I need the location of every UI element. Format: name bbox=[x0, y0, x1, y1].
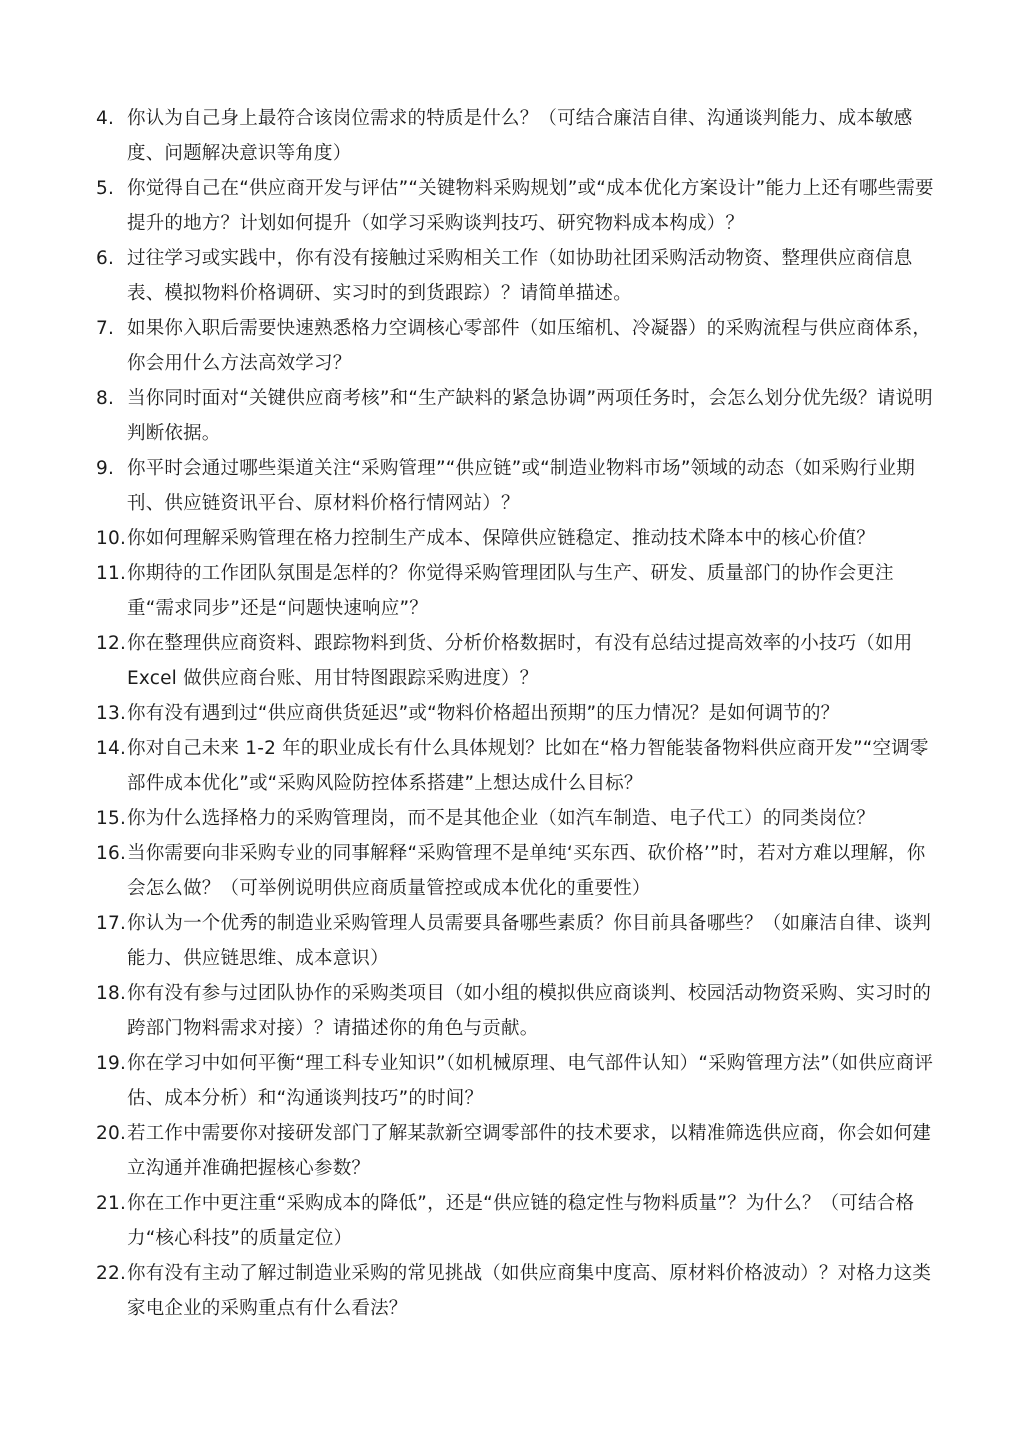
question-text: 你认为一个优秀的制造业采购管理人员需要具备哪些素质？你目前具备哪些？（如廉洁自律、谈判能力、供应链思维、成本意识） bbox=[127, 913, 932, 969]
question-item bbox=[96, 1186, 936, 1256]
question-item bbox=[96, 1046, 936, 1116]
question-number: 21. bbox=[96, 1193, 127, 1214]
question-item bbox=[96, 731, 936, 801]
question-number: 10. bbox=[96, 528, 127, 549]
question-list bbox=[96, 101, 936, 1326]
question-text: 你平时会通过哪些渠道关注“采购管理”“供应链”或“制造业物料市场”领域的动态（如采购行业期刊、供应链资讯平台、原材料价格行情网站）？ bbox=[127, 458, 916, 514]
question-number: 15. bbox=[96, 808, 127, 829]
question-item bbox=[96, 836, 936, 906]
question-item bbox=[96, 451, 936, 521]
question-item bbox=[96, 801, 936, 836]
question-number: 17. bbox=[96, 913, 127, 934]
question-number: 4. bbox=[96, 108, 115, 129]
question-item bbox=[96, 101, 936, 171]
question-item bbox=[96, 906, 936, 976]
question-item bbox=[96, 626, 936, 696]
question-number: 11. bbox=[96, 563, 127, 584]
question-item bbox=[96, 171, 936, 241]
question-text: 你在工作中更注重“采购成本的降低”，还是“供应链的稳定性与物料质量”？为什么？（可结合格力“核心科技”的质量定位） bbox=[127, 1193, 915, 1249]
question-item bbox=[96, 696, 936, 731]
question-text: 你为什么选择格力的采购管理岗，而不是其他企业（如汽车制造、电子代工）的同类岗位？ bbox=[127, 808, 876, 829]
question-item bbox=[96, 556, 936, 626]
question-number: 6. bbox=[96, 248, 115, 269]
question-text: 当你需要向非采购专业的同事解释“采购管理不是单纯‘买东西、砍价格’”时，若对方难以理解，你会怎么做？（可举例说明供应商质量管控或成本优化的重要性） bbox=[127, 843, 926, 899]
question-item bbox=[96, 381, 936, 451]
question-item bbox=[96, 1116, 936, 1186]
question-text: 你如何理解采购管理在格力控制生产成本、保障供应链稳定、推动技术降本中的核心价值？ bbox=[127, 528, 876, 549]
question-text: 你期待的工作团队氛围是怎样的？你觉得采购管理团队与生产、研发、质量部门的协作会更注重“需求同步”还是“问题快速响应”？ bbox=[127, 563, 894, 619]
question-text: 你对自己未来 1-2 年的职业成长有什么具体规划？比如在“格力智能装备物料供应商开发”“空调零部件成本优化”或“采购风险防控体系搭建”上想达成什么目标？ bbox=[127, 738, 929, 794]
question-number: 8. bbox=[96, 388, 115, 409]
question-item bbox=[96, 521, 936, 556]
question-number: 19. bbox=[96, 1053, 127, 1074]
question-number: 16. bbox=[96, 843, 127, 864]
question-text: 若工作中需要你对接研发部门了解某款新空调零部件的技术要求，以精准筛选供应商，你会如何建立沟通并准确把握核心参数？ bbox=[127, 1123, 932, 1179]
question-number: 14. bbox=[96, 738, 127, 759]
question-text: 你觉得自己在“供应商开发与评估”“关键物料采购规划”或“成本优化方案设计”能力上还有哪些需要提升的地方？计划如何提升（如学习采购谈判技巧、研究物料成本构成）？ bbox=[127, 178, 934, 234]
question-text: 过往学习或实践中，你有没有接触过采购相关工作（如协助社团采购活动物资、整理供应商信息表、模拟物料价格调研、实习时的到货跟踪）？请简单描述。 bbox=[127, 248, 913, 304]
question-number: 22. bbox=[96, 1263, 127, 1284]
question-item bbox=[96, 241, 936, 311]
question-number: 5. bbox=[96, 178, 115, 199]
question-text: 你有没有主动了解过制造业采购的常见挑战（如供应商集中度高、原材料价格波动）？对格力这类家电企业的采购重点有什么看法？ bbox=[127, 1263, 932, 1319]
question-number: 20. bbox=[96, 1123, 127, 1144]
question-item bbox=[96, 976, 936, 1046]
question-item bbox=[96, 311, 936, 381]
question-number: 12. bbox=[96, 633, 127, 654]
question-text: 你有没有遇到过“供应商供货延迟”或“物料价格超出预期”的压力情况？是如何调节的？ bbox=[127, 703, 840, 724]
question-text: 你在学习中如何平衡“理工科专业知识”（如机械原理、电气部件认知）“采购管理方法”（如供应商评估、成本分析）和“沟通谈判技巧”的时间？ bbox=[127, 1053, 934, 1109]
question-text: 你认为自己身上最符合该岗位需求的特质是什么？（可结合廉洁自律、沟通谈判能力、成本敏感度、问题解决意识等角度） bbox=[127, 108, 913, 164]
question-text: 你在整理供应商资料、跟踪物料到货、分析价格数据时，有没有总结过提高效率的小技巧（如用 Excel 做供应商台账、用甘特图跟踪采购进度）？ bbox=[127, 633, 913, 689]
question-number: 18. bbox=[96, 983, 127, 1004]
question-text: 你有没有参与过团队协作的采购类项目（如小组的模拟供应商谈判、校园活动物资采购、实习时的跨部门物料需求对接）？请描述你的角色与贡献。 bbox=[127, 983, 932, 1039]
question-number: 7. bbox=[96, 318, 115, 339]
question-number: 9. bbox=[96, 458, 115, 479]
question-text: 如果你入职后需要快速熟悉格力空调核心零部件（如压缩机、冷凝器）的采购流程与供应商体系，你会用什么方法高效学习？ bbox=[127, 318, 932, 374]
question-text: 当你同时面对“关键供应商考核”和“生产缺料的紧急协调”两项任务时，会怎么划分优先级？请说明判断依据。 bbox=[127, 388, 933, 444]
question-number: 13. bbox=[96, 703, 127, 724]
question-item bbox=[96, 1256, 936, 1326]
